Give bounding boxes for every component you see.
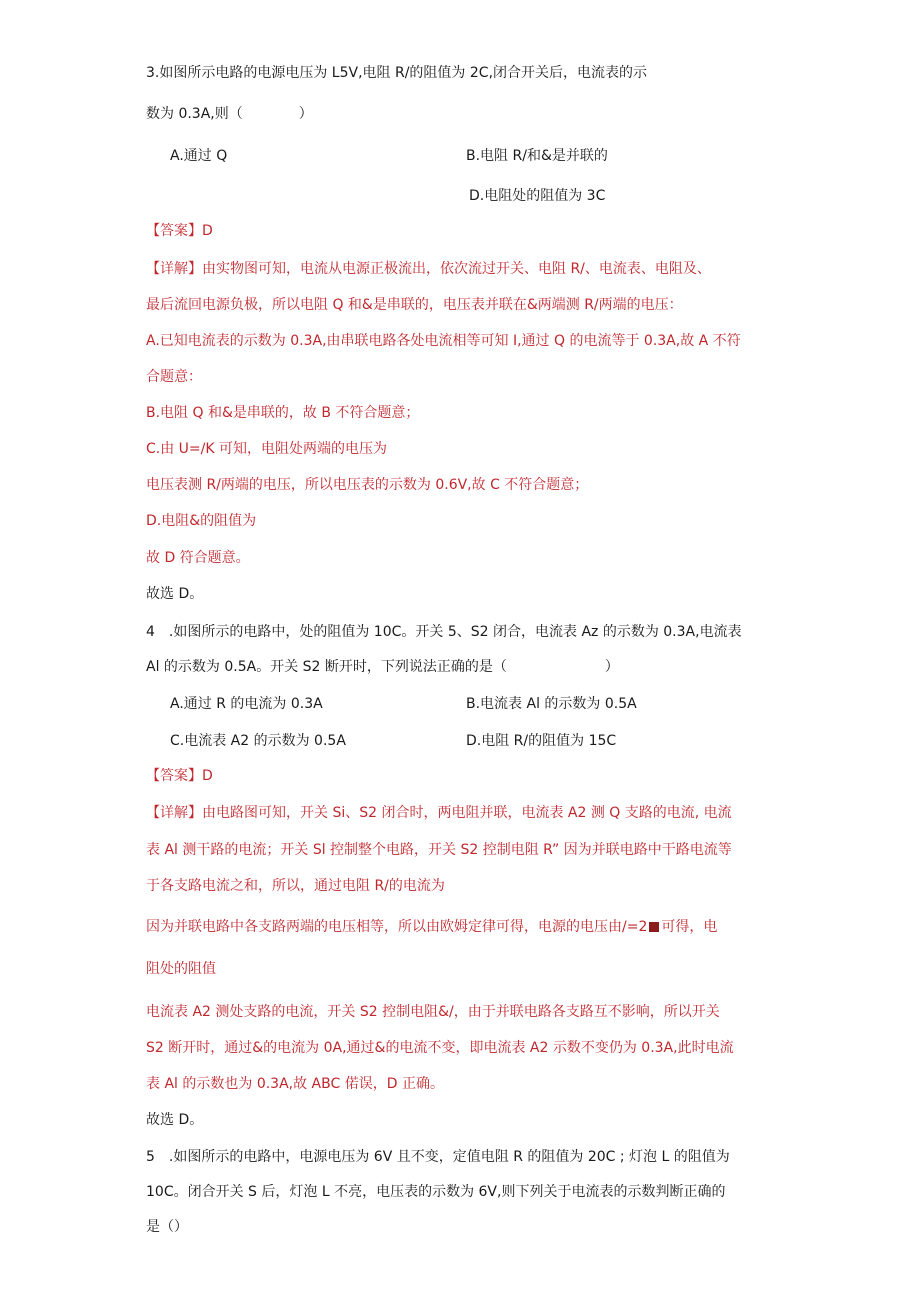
q3-stem-line-1: 3.如图所示电路的电源电压为 L5V,电阻 R/的阻值为 2C,闭合开关后，电流表的示 (146, 65, 648, 81)
q3-analysis-c-1: C.由 U=∕K 可知，电阻处两端的电压为 (146, 441, 388, 457)
q4-detail-line-8: 表 Al 的示数也为 0.3A,故 ABC 偌误，D 正确。 (146, 1076, 444, 1092)
q3-option-b: B.电阻 R/和&是并联的 (466, 148, 608, 164)
q4-detail-line-4-part-2: 可得，电 (661, 919, 718, 935)
q4-detail-line-3: 于各支路电流之和，所以，通过电阻 R/的电流为 (146, 878, 445, 894)
q3-option-a: A.通过 Q (170, 148, 228, 164)
q3-analysis-b: B.电阻 Q 和&是串联的，故 B 不符合题意； (146, 405, 420, 421)
q4-stem-line-1: 4 .如图所示的电路中，处的阻值为 10C。开关 5、S2 闭合，电流表 Az 的示数为 0.3A,电流表 (146, 624, 742, 640)
q3-option-d: D.电阻处的阻值为 3C (469, 188, 606, 204)
q4-detail-line-6: 电流表 A2 测处支路的电流，开关 S2 控制电阻&/，由于并联电路各支路互不影响，所以开关 (146, 1004, 720, 1020)
q3-detail-line-2: 最后流回电源负极，所以电阻 Q 和&是串联的，电压表并联在&两端测 R/两端的电压： (146, 297, 683, 313)
q4-detail-line-4-part-1: 因为并联电路中各支路两端的电压相等，所以由欧姆定律可得，电源的电压由/=2 (146, 919, 648, 935)
q4-option-b: B.电流表 Al 的示数为 0.5A (466, 696, 637, 712)
q3-analysis-c-2: 电压表测 R/两端的电压，所以电压表的示数为 0.6V,故 C 不符合题意； (146, 477, 589, 493)
q3-stem-line-2: 数为 0.3A,则（ ） (146, 106, 313, 122)
q4-option-d: D.电阻 R/的阻值为 15C (466, 733, 617, 749)
q4-detail-line-1: 【详解】由电路图可知，开关 Si、S2 闭合时，两电阻并联，电流表 A2 测 Q 支路的电流, 电流 (146, 805, 732, 821)
q3-choose: 故选 D。 (146, 586, 204, 602)
q4-choose: 故选 D。 (146, 1112, 204, 1128)
q5-stem-line-3: 是（） (146, 1219, 188, 1235)
q3-analysis-d-1: D.电阻&的阻值为 (146, 513, 257, 529)
q3-analysis-a-1: A.已知电流表的示数为 0.3A,由串联电路各处电流相等可知 I,通过 Q 的电流等于 0.3A,故 A 不符 (146, 333, 741, 349)
q3-detail-line-1: 【详解】由实物图可知，电流从电源正极流出，依次流过开关、电阻 R/、电流表、电阻及、 (146, 261, 711, 277)
q4-option-a: A.通过 R 的电流为 0.3A (170, 696, 323, 712)
q4-detail-line-5: 阻处的阻值 (146, 961, 216, 977)
q5-stem-line-2: 10C。闭合开关 S 后，灯泡 L 不亮，电压表的示数为 6V,则下列关于电流表的示数判断正确的 (146, 1184, 726, 1200)
q4-option-c: C.电流表 A2 的示数为 0.5A (170, 733, 346, 749)
q3-analysis-d-2: 故 D 符合题意。 (146, 550, 250, 566)
q4-stem-line-2: Al 的示数为 0.5A。开关 S2 断开时，下列说法正确的是（ ） (146, 659, 619, 675)
square-glyph-icon (649, 922, 659, 932)
q4-detail-line-2: 表 Al 测干路的电流；开关 Sl 控制整个电路，开关 S2 控制电阻 R” 因为并联电路中干路电流等 (146, 842, 732, 858)
q4-detail-line-7: S2 断开时，通过&的电流为 0A,通过&的电流不变，即电流表 A2 示数不变仍为 0.3A,此时电流 (146, 1040, 734, 1056)
q5-stem-line-1: 5 .如图所示的电路中，电源电压为 6V 且不变，定值电阻 R 的阻值为 20C ; 灯泡 L 的阻值为 (146, 1149, 730, 1165)
q4-answer: 【答案】D (146, 768, 213, 784)
q4-detail-line-4 (146, 917, 717, 937)
q3-analysis-a-2: 合题意： (146, 369, 202, 385)
q3-answer: 【答案】D (146, 223, 213, 239)
